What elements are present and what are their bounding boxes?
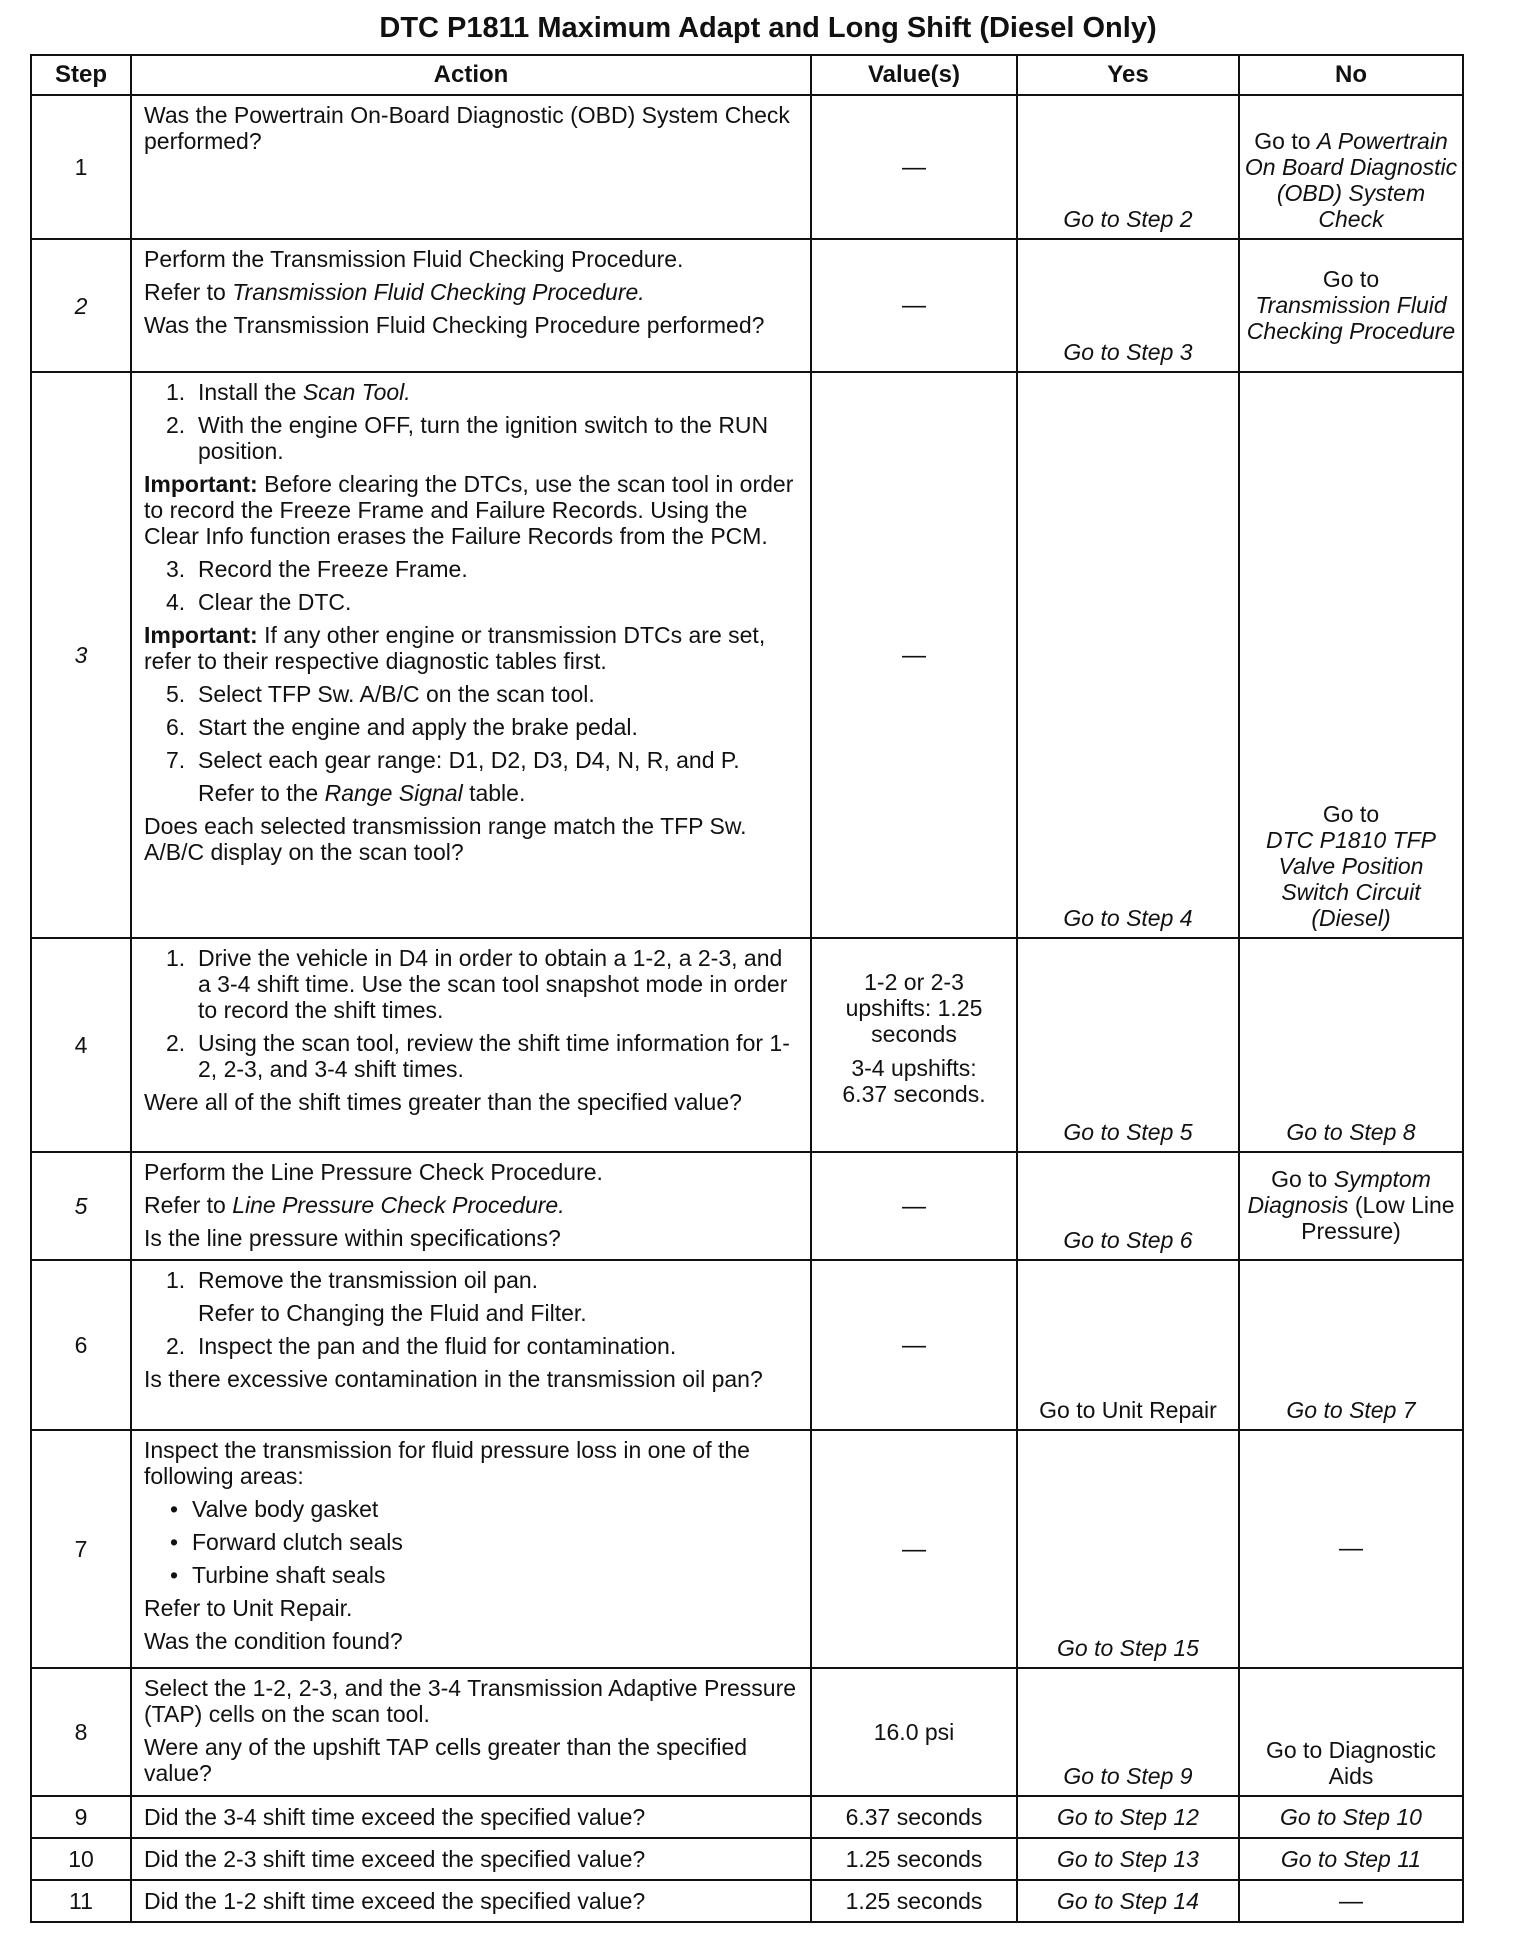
yes-cell: [1017, 938, 1239, 1152]
step-index: 6.: [166, 714, 186, 740]
no-cell: [1239, 1838, 1463, 1880]
important-label: Important:: [144, 622, 258, 648]
yes-link: Go to Step 3: [1063, 339, 1193, 365]
important-label: Important:: [144, 471, 258, 497]
reference-suffix: table.: [462, 780, 526, 806]
value-dash: —: [902, 641, 926, 669]
step-index: 2.: [166, 1030, 186, 1056]
header-step: Step: [31, 55, 131, 95]
action-step: [144, 1267, 800, 1293]
yes-cell: [1017, 372, 1239, 938]
yes-link: Go to Step 5: [1063, 1119, 1193, 1145]
step-index: 5.: [166, 681, 186, 707]
table-row-step-3: [31, 372, 1463, 938]
step-text: Record the Freeze Frame.: [198, 556, 468, 582]
bullet-text: Forward clutch seals: [192, 1529, 403, 1555]
bullet-item: [144, 1562, 800, 1588]
no-link-target: A Powertrain On Board Diagnostic (OBD) System Check: [1244, 128, 1458, 232]
action-question: Did the 2-3 shift time exceed the specified value?: [144, 1846, 646, 1872]
action-step: [144, 589, 800, 615]
action-line: Select the 1-2, 2-3, and the 3-4 Transmission Adaptive Pressure (TAP) cells on the scan tool.: [144, 1675, 797, 1727]
step-text: Remove the transmission oil pan.: [198, 1267, 539, 1293]
no-cell: [1239, 1668, 1463, 1796]
action-cell: [131, 1152, 811, 1260]
step-text: Using the scan tool, review the shift time information for 1-2, 2-3, and 3-4 shift times.: [198, 1030, 790, 1082]
action-question: Did the 1-2 shift time exceed the specified value?: [144, 1888, 646, 1914]
value-cell: [811, 95, 1017, 239]
step-number: 4: [31, 938, 131, 1152]
action-reference: [144, 780, 800, 806]
action-line: Inspect the transmission for fluid pressure loss in one of the following areas:: [144, 1437, 750, 1489]
page-title: DTC P1811 Maximum Adapt and Long Shift (Diesel Only): [379, 12, 1157, 44]
table-header-row: [31, 55, 1463, 95]
important-note: [144, 471, 800, 549]
table-row-step-6: [31, 1260, 1463, 1430]
important-text: If any other engine or transmission DTCs are set, refer to their respective diagnostic tables first.: [144, 622, 766, 674]
action-step: [144, 1333, 800, 1359]
step-number: 11: [31, 1880, 131, 1922]
no-cell: [1239, 95, 1463, 239]
action-cell: [131, 1260, 811, 1430]
important-note: [144, 622, 800, 674]
action-step: [144, 681, 800, 707]
table-row-step-1: [31, 95, 1463, 239]
action-step: [144, 1030, 800, 1082]
value-text: 1-2 or 2-3 upshifts: 1.25 seconds: [845, 969, 983, 1047]
table-row-step-8: [31, 1668, 1463, 1796]
table-row-step-10: [31, 1838, 1463, 1880]
bullet-text: Valve body gasket: [192, 1496, 379, 1522]
no-cell: [1239, 1880, 1463, 1922]
step-text-italic: Scan Tool.: [302, 379, 411, 405]
value-text: 1.25 seconds: [845, 1846, 983, 1872]
no-cell: [1239, 1796, 1463, 1838]
yes-cell: [1017, 239, 1239, 372]
diagnostic-table: [30, 54, 1464, 1923]
value-dash: —: [902, 1331, 926, 1359]
no-link: Go to Step 8: [1286, 1119, 1416, 1145]
bullet-icon: •: [170, 1529, 179, 1555]
step-number: 10: [31, 1838, 131, 1880]
no-link: Go to Step 11: [1280, 1846, 1422, 1872]
step-text: Install the: [198, 379, 303, 405]
action-line: Perform the Transmission Fluid Checking Procedure.: [144, 246, 684, 272]
step-text: With the engine OFF, turn the ignition switch to the RUN position.: [198, 412, 769, 464]
action-question: Was the condition found?: [144, 1628, 403, 1654]
value-cell: [811, 1152, 1017, 1260]
yes-link: Go to Step 9: [1063, 1763, 1193, 1789]
table-row-step-9: [31, 1796, 1463, 1838]
yes-link: Go to Step 12: [1057, 1804, 1199, 1830]
value-cell: [811, 239, 1017, 372]
no-cell: [1239, 239, 1463, 372]
bullet-item: [144, 1529, 800, 1555]
value-cell: [811, 1668, 1017, 1796]
action-line: Perform the Line Pressure Check Procedure.: [144, 1159, 603, 1185]
reference-prefix: Refer to: [144, 279, 233, 305]
reference-target: Transmission Fluid Checking Procedure.: [232, 279, 645, 305]
value-dash: —: [902, 1192, 926, 1220]
table-row-step-5: [31, 1152, 1463, 1260]
no-link-target: Transmission Fluid Checking Procedure: [1246, 291, 1456, 344]
action-cell: [131, 1880, 811, 1922]
step-text: Inspect the pan and the fluid for contamination.: [198, 1333, 677, 1359]
action-step: [144, 747, 800, 773]
step-index: 3.: [166, 556, 186, 582]
step-number: 7: [31, 1430, 131, 1668]
no-cell: [1239, 1430, 1463, 1668]
step-number: 3: [31, 372, 131, 938]
bullet-icon: •: [170, 1496, 179, 1522]
step-number: 1: [31, 95, 131, 239]
action-step: [144, 714, 800, 740]
step-text: Select TFP Sw. A/B/C on the scan tool.: [198, 681, 595, 707]
value-text: 6.37 seconds: [845, 1804, 983, 1830]
action-cell: [131, 938, 811, 1152]
no-cell: [1239, 372, 1463, 938]
table-row-step-11: [31, 1880, 1463, 1922]
action-question: Were any of the upshift TAP cells greater than the specified value?: [144, 1734, 748, 1786]
value-cell: [811, 1430, 1017, 1668]
no-link: Go to Step 7: [1286, 1397, 1416, 1423]
action-cell: [131, 1430, 811, 1668]
no-link-prefix: Go to: [1254, 128, 1317, 154]
yes-cell: [1017, 95, 1239, 239]
step-text: Start the engine and apply the brake pedal.: [198, 714, 638, 740]
value-text: 1.25 seconds: [845, 1888, 983, 1914]
header-action: Action: [131, 55, 811, 95]
action-question: Was the Transmission Fluid Checking Procedure performed?: [144, 312, 765, 338]
header-no: No: [1239, 55, 1463, 95]
step-number: 5: [31, 1152, 131, 1260]
no-link: Go to Step 10: [1280, 1804, 1422, 1830]
step-index: 1.: [166, 1267, 186, 1293]
step-text: Select each gear range: D1, D2, D3, D4, N, R, and P.: [198, 747, 740, 773]
yes-link: Go to Step 2: [1063, 206, 1193, 232]
action-step: [144, 379, 800, 405]
step-number: 8: [31, 1668, 131, 1796]
action-question: Did the 3-4 shift time exceed the specified value?: [144, 1804, 646, 1830]
no-cell: [1239, 1152, 1463, 1260]
yes-link: Go to Step 4: [1063, 905, 1193, 931]
step-text: Clear the DTC.: [198, 589, 352, 615]
reference-prefix: Refer to the: [198, 780, 325, 806]
bullet-icon: •: [170, 1562, 179, 1588]
reference-prefix: Refer to: [144, 1192, 233, 1218]
no-link-suffix: (Low Line Pressure): [1301, 1192, 1455, 1244]
important-text: Before clearing the DTCs, use the scan tool in order to record the Freeze Frame and Failure Records. Using the Clear Info function erases the Failure Records from the PCM.: [144, 471, 794, 549]
value-dash: —: [902, 1535, 926, 1563]
action-reference: [144, 1192, 800, 1218]
step-text: Drive the vehicle in D4 in order to obtain a 1-2, a 2-3, and a 3-4 shift time. Use the scan tool snapshot mode in order to record the shift times.: [198, 945, 788, 1023]
action-step: [144, 412, 800, 464]
value-cell: [811, 1260, 1017, 1430]
bullet-text: Turbine shaft seals: [192, 1562, 386, 1588]
value-dash: —: [902, 153, 926, 181]
action-cell: [131, 1796, 811, 1838]
step-number: 6: [31, 1260, 131, 1430]
value-cell: [811, 1796, 1017, 1838]
action-question: Is the line pressure within specifications?: [144, 1225, 561, 1251]
no-dash: —: [1339, 1534, 1363, 1562]
header-yes: Yes: [1017, 55, 1239, 95]
action-cell: [131, 372, 811, 938]
table-row-step-2: [31, 239, 1463, 372]
value-cell: [811, 938, 1017, 1152]
action-step: [144, 556, 800, 582]
yes-link: Go to Step 15: [1057, 1635, 1199, 1661]
yes-link: Go to Step 6: [1063, 1227, 1193, 1253]
bullet-item: [144, 1496, 800, 1522]
no-dash: —: [1339, 1887, 1363, 1915]
step-number: 9: [31, 1796, 131, 1838]
value-dash: —: [902, 292, 926, 319]
yes-cell: [1017, 1880, 1239, 1922]
step-index: 7.: [166, 747, 186, 773]
action-cell: [131, 1838, 811, 1880]
yes-cell: [1017, 1838, 1239, 1880]
no-link-target: Symptom Diagnosis: [1247, 1166, 1431, 1218]
action-question: Was the Powertrain On-Board Diagnostic (OBD) System Check performed?: [144, 102, 790, 154]
value-text: 16.0 psi: [873, 1719, 955, 1745]
action-question: Does each selected transmission range match the TFP Sw. A/B/C display on the scan tool?: [144, 813, 747, 865]
no-link-target: DTC P1810 TFP Valve Position Switch Circuit (Diesel): [1266, 827, 1436, 931]
reference-target: Range Signal: [324, 780, 463, 806]
table-row-step-7: [31, 1430, 1463, 1668]
no-link-prefix: Go to: [1271, 1166, 1334, 1192]
step-index: 1.: [166, 945, 186, 971]
step-index: 2.: [166, 1333, 186, 1359]
step-index: 1.: [166, 379, 186, 405]
yes-link: Go to Step 14: [1057, 1888, 1199, 1914]
action-cell: [131, 95, 811, 239]
action-reference: [144, 279, 800, 305]
no-link: Go to Diagnostic Aids: [1265, 1737, 1437, 1789]
step-number: 2: [31, 239, 131, 372]
value-text: 3-4 upshifts: 6.37 seconds.: [842, 1055, 986, 1107]
yes-cell: [1017, 1430, 1239, 1668]
yes-link: Go to Unit Repair: [1039, 1397, 1217, 1423]
value-cell: [811, 372, 1017, 938]
step-index: 2.: [166, 412, 186, 438]
yes-link: Go to Step 13: [1057, 1846, 1199, 1872]
no-cell: [1239, 938, 1463, 1152]
no-link-prefix: Go to: [1322, 265, 1380, 292]
action-step: [144, 945, 800, 1023]
action-cell: [131, 1668, 811, 1796]
action-question: Is there excessive contamination in the transmission oil pan?: [144, 1366, 763, 1392]
action-question: Were all of the shift times greater than the specified value?: [144, 1089, 742, 1115]
step-index: 4.: [166, 589, 186, 615]
no-cell: [1239, 1260, 1463, 1430]
value-cell: [811, 1838, 1017, 1880]
value-cell: [811, 1880, 1017, 1922]
action-reference: Refer to Changing the Fluid and Filter.: [198, 1300, 587, 1326]
header-values: Value(s): [811, 55, 1017, 95]
action-cell: [131, 239, 811, 372]
yes-cell: [1017, 1152, 1239, 1260]
action-reference: Refer to Unit Repair.: [144, 1595, 353, 1621]
table-row-step-4: [31, 938, 1463, 1152]
yes-cell: [1017, 1260, 1239, 1430]
reference-target: Line Pressure Check Procedure.: [232, 1192, 565, 1218]
no-link-prefix: Go to: [1322, 801, 1380, 827]
yes-cell: [1017, 1668, 1239, 1796]
yes-cell: [1017, 1796, 1239, 1838]
